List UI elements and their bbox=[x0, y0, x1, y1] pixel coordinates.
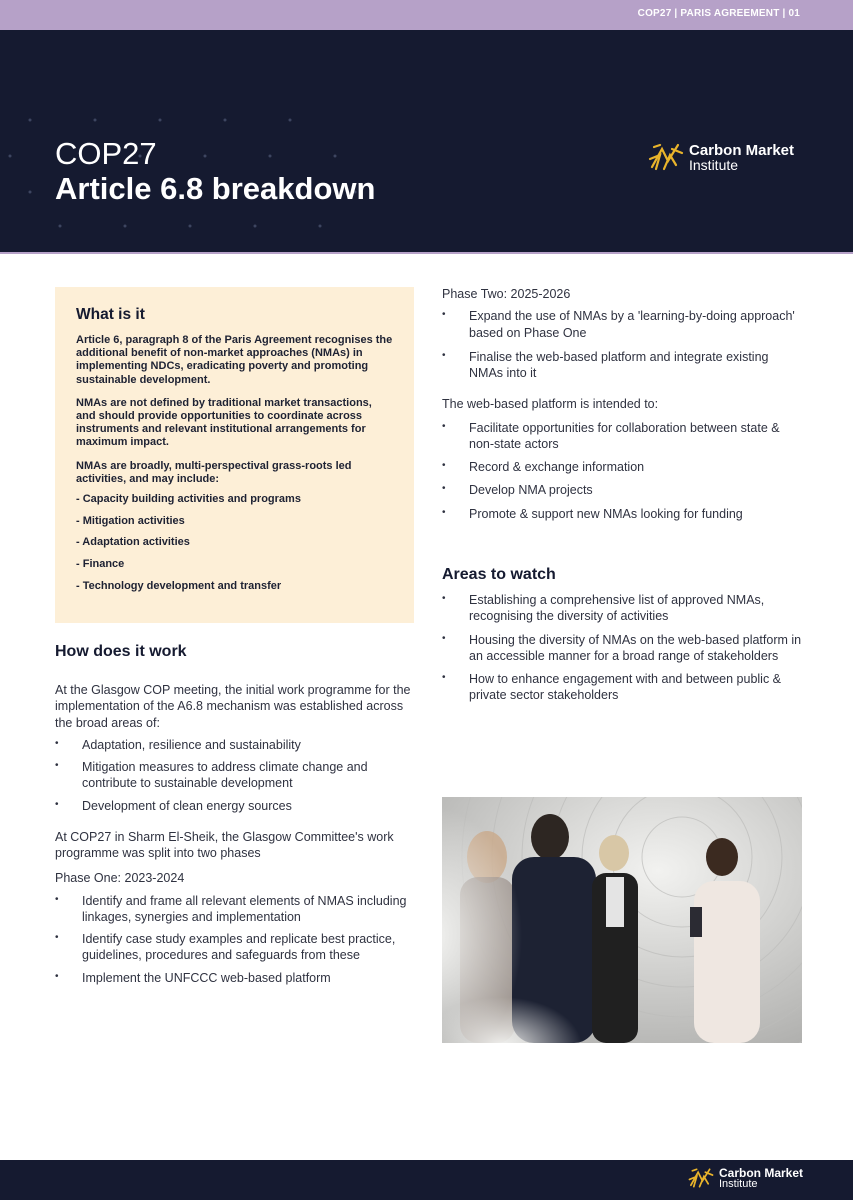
what-is-it-paragraph: Article 6, paragraph 8 of the Paris Agreement recognises the additional benefit of non-market approaches (NMAs) in implementing NDCs, eradicating poverty and promoting sustainable development. bbox=[76, 334, 393, 386]
what-is-it-paragraph: NMAs are broadly, multi-perspectival grass-roots led activities, and may include: bbox=[76, 459, 352, 485]
phase-one-label: Phase One: 2023-2024 bbox=[55, 871, 185, 886]
phase-two-label: Phase Two: 2025-2026 bbox=[442, 287, 571, 301]
nma-activity-item: - Capacity building activities and programs bbox=[76, 492, 301, 505]
header-tag: COP27 | PARIS AGREEMENT | 01 bbox=[637, 8, 800, 19]
list-item: • Housing the diversity of NMAs on the web-based platform in an accessible manner for a broad range of stakeholders bbox=[442, 632, 804, 665]
list-item: • Expand the use of NMAs by a 'learning-by-doing approach' based on Phase One bbox=[442, 308, 802, 341]
list-item: • Implement the UNFCCC web-based platform bbox=[55, 970, 417, 986]
logo-name-line2: Institute bbox=[719, 1177, 758, 1190]
hero-banner bbox=[0, 30, 853, 254]
list-item: • Establishing a comprehensive list of approved NMAs, recognising the diversity of activities bbox=[442, 592, 804, 625]
how-intro-text: At the Glasgow COP meeting, the initial work programme for the implementation of the A6.8 mechanism was established across the broad areas of: bbox=[55, 683, 411, 730]
logo-name-line1: Carbon Market bbox=[719, 1165, 804, 1180]
logo-mark-icon bbox=[648, 141, 684, 173]
platform-list bbox=[442, 420, 802, 522]
list-item: • Identify and frame all relevant elements of NMAS including linkages, synergies and implementation bbox=[55, 893, 417, 926]
what-is-it-panel bbox=[55, 287, 414, 623]
right-column-body bbox=[442, 286, 802, 522]
nma-activity-item: - Mitigation activities bbox=[76, 514, 185, 527]
what-is-it-paragraph: NMAs are not defined by traditional market transactions, and should provide opportunities to coordinate across instruments and relevant institutional arrangements for maximum impact. bbox=[76, 396, 372, 449]
how-does-it-work-body bbox=[55, 682, 417, 986]
phase-one-list bbox=[55, 893, 417, 986]
how-does-it-work-heading: How does it work bbox=[55, 643, 187, 660]
nma-activity-item: - Technology development and transfer bbox=[76, 579, 282, 592]
list-item: • Adaptation, resilience and sustainability bbox=[55, 737, 417, 753]
nma-activity-item: - Finance bbox=[76, 557, 125, 570]
footer-bar bbox=[0, 1160, 853, 1200]
phases-split-text: At COP27 in Sharm El-Sheik, the Glasgow Committee's work programme was split into two phases bbox=[55, 829, 394, 860]
top-strip bbox=[0, 0, 853, 30]
list-item: • How to enhance engagement with and between public & private sector stakeholders bbox=[442, 671, 804, 704]
list-item: • Develop NMA projects bbox=[442, 482, 802, 498]
list-item: • Finalise the web-based platform and integrate existing NMAs into it bbox=[442, 349, 802, 382]
platform-intro: The web-based platform is intended to: bbox=[442, 397, 659, 412]
areas-to-watch-list bbox=[442, 592, 804, 704]
areas-list bbox=[55, 737, 417, 814]
phase-two-list bbox=[442, 308, 802, 381]
what-is-it-heading: What is it bbox=[76, 306, 145, 323]
areas-to-watch-body bbox=[442, 592, 804, 704]
areas-to-watch-heading: Areas to watch bbox=[442, 566, 556, 583]
meeting-photo-illustration bbox=[442, 797, 802, 1043]
list-item: • Identify case study examples and replicate best practice, guidelines, procedures and safeguards from these bbox=[55, 931, 417, 964]
list-item: • Promote & support new NMAs looking for funding bbox=[442, 506, 802, 522]
logo-name-line2: Institute bbox=[689, 156, 739, 173]
footer-logo bbox=[688, 1166, 803, 1190]
page-subtitle: COP27 bbox=[55, 136, 157, 171]
list-item: • Mitigation measures to address climate change and contribute to sustainable development bbox=[55, 759, 417, 792]
meeting-photo bbox=[442, 797, 802, 1043]
logo-mark-icon bbox=[688, 1166, 714, 1190]
nma-activity-item: - Adaptation activities bbox=[76, 536, 190, 549]
page-title: Article 6.8 breakdown bbox=[55, 171, 376, 206]
list-item: • Development of clean energy sources bbox=[55, 798, 417, 814]
logo-name-line1: Carbon Market bbox=[689, 141, 795, 159]
carbon-market-institute-logo bbox=[648, 141, 794, 173]
list-item: • Facilitate opportunities for collaboration between state & non-state actors bbox=[442, 420, 802, 453]
list-item: • Record & exchange information bbox=[442, 459, 802, 475]
